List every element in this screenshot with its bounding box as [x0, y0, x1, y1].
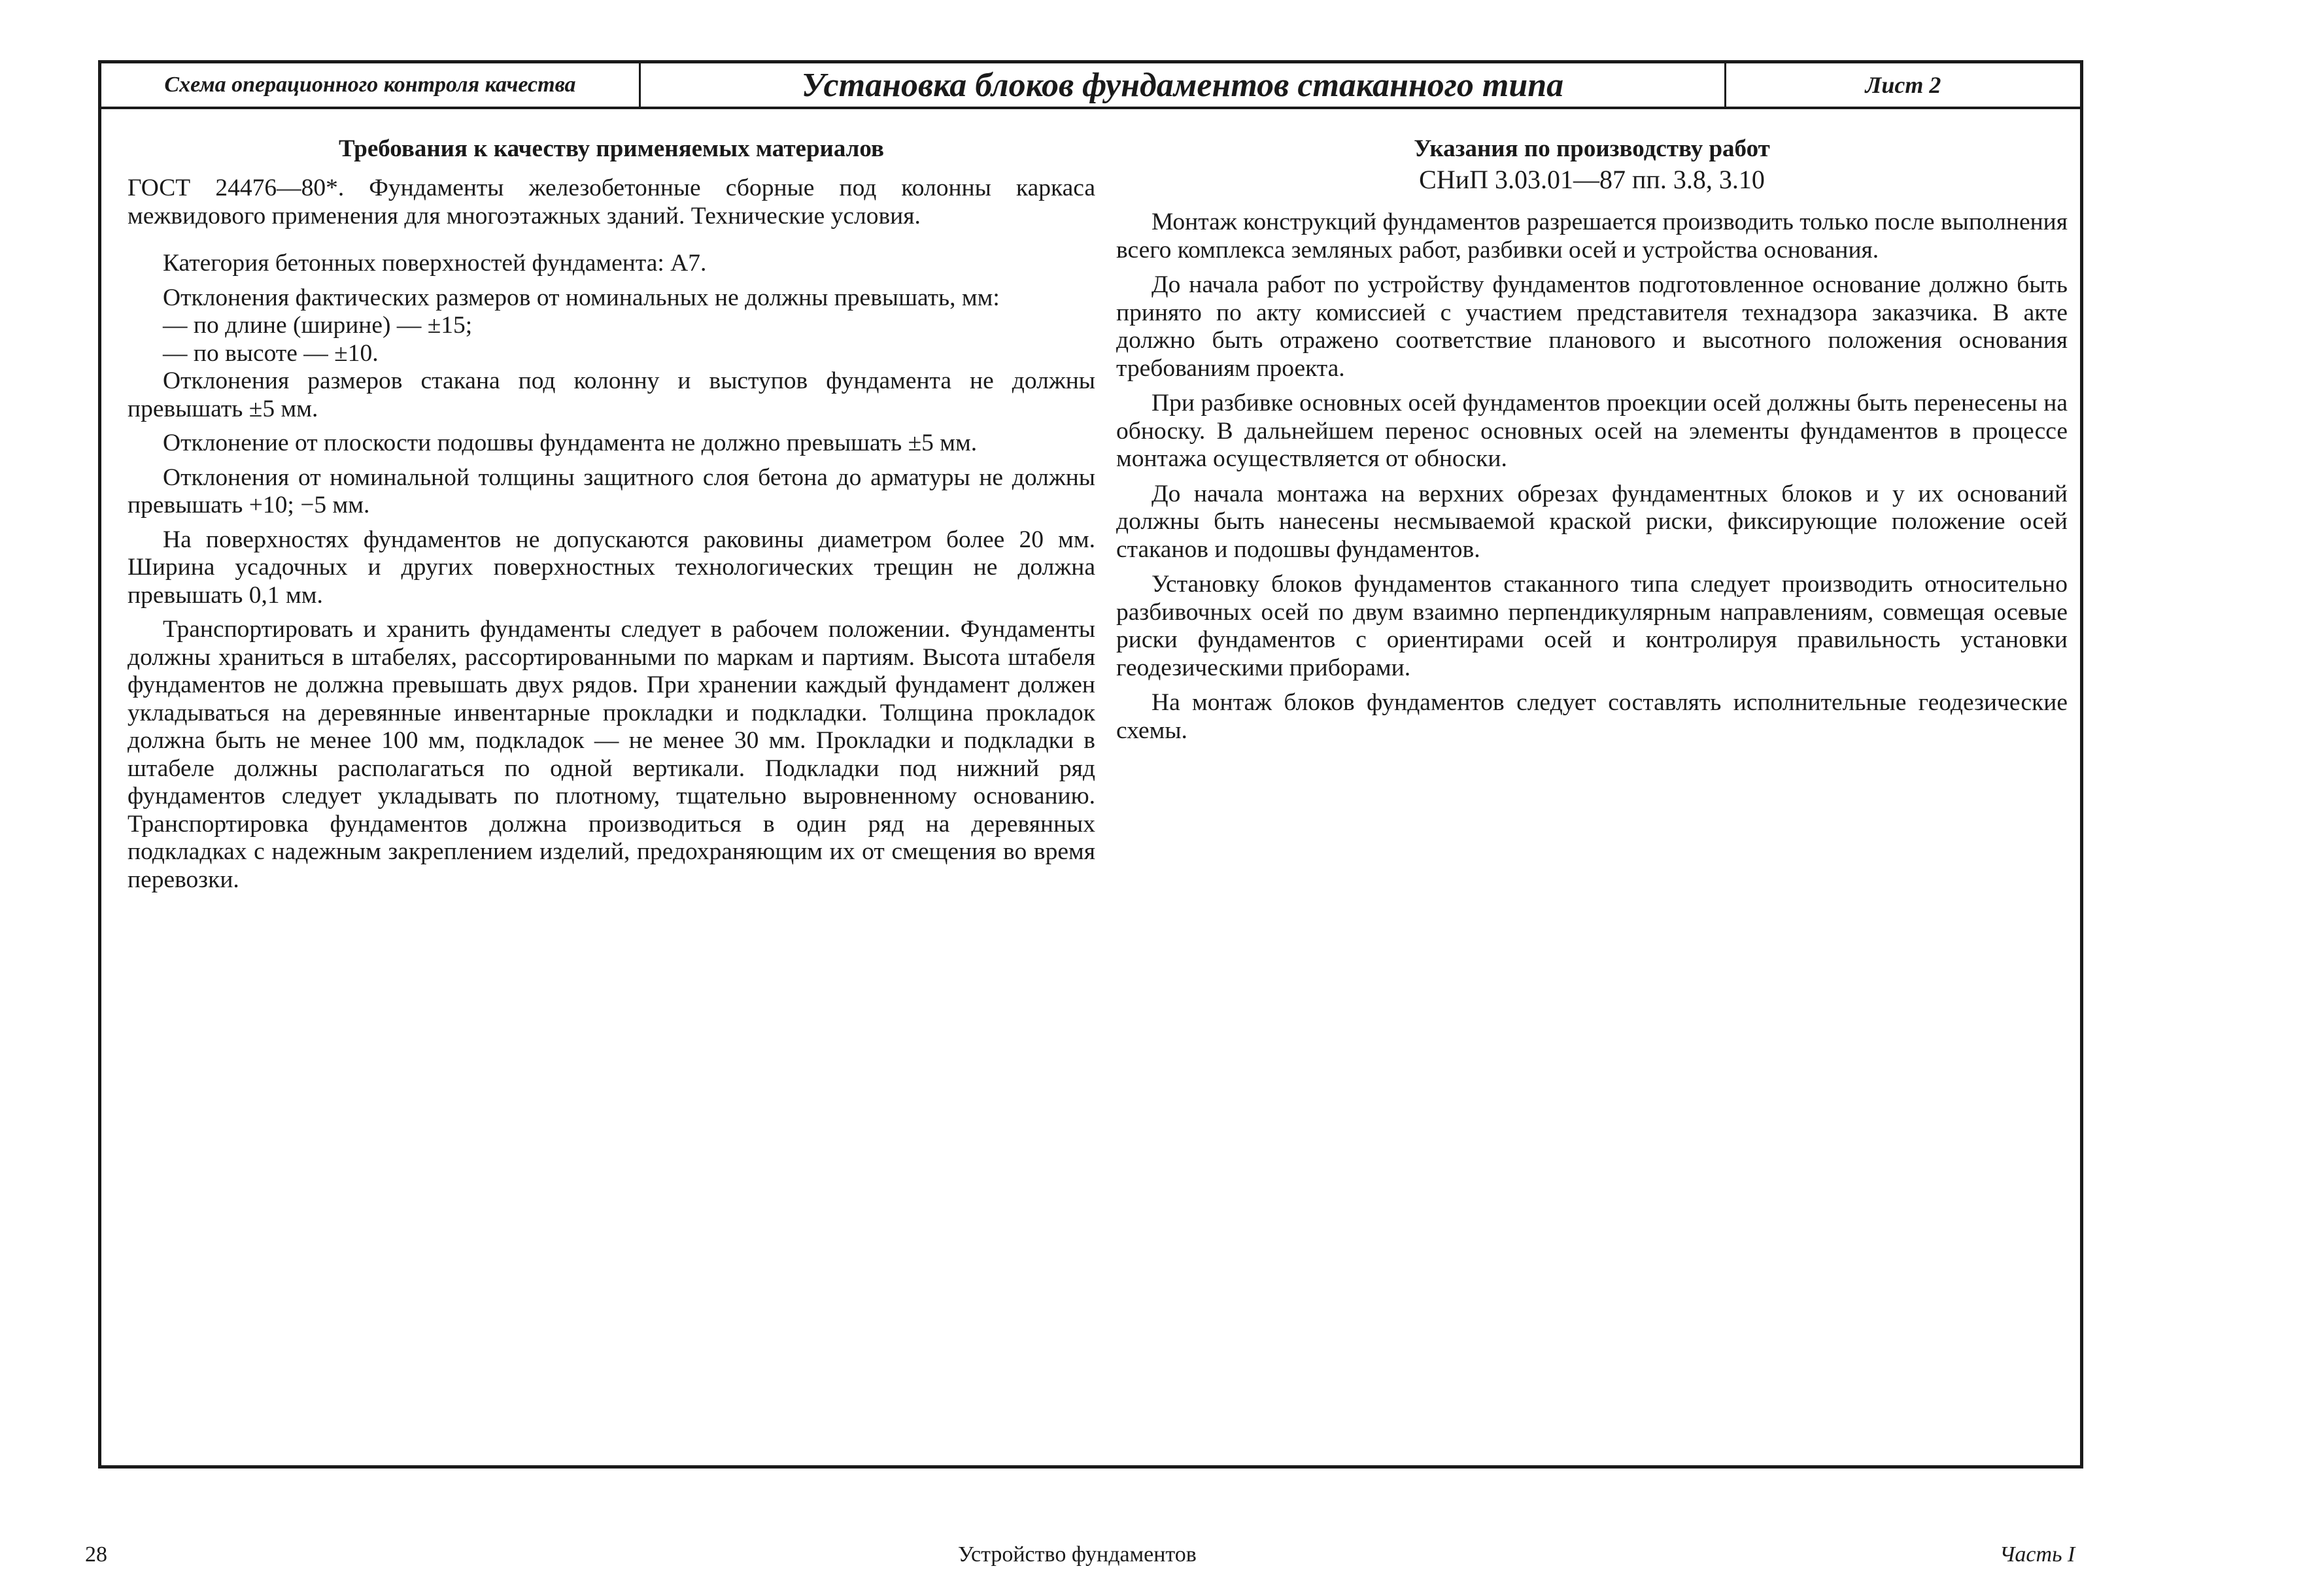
gost-paragraph: ГОСТ 24476—80*. Фундаменты железобетонные сборные под колонны каркаса межвидового применения для многоэтажных зданий. Технические условия. — [128, 175, 1095, 229]
glass-paragraph: Отклонения размеров стакана под колонну и выступов фундамента не должны превышать ±5 мм. — [128, 367, 1095, 422]
cover-paragraph: Отклонения от номинальной толщины защитного слоя бетона до арматуры не должны превышать +10; −5 мм. — [128, 464, 1095, 518]
footer-section: Устройство фундаментов — [958, 1542, 1197, 1567]
works-heading: Указания по производству работ — [1414, 135, 1770, 162]
document-frame — [98, 60, 2083, 1469]
works-paragraph-5: Установку блоков фундаментов стаканного типа следует производить относительно разбивочных осей по двум взаимно перпендикулярным направлениям, совмещая осевые риски фундаментов с ориентирами осей и контролируя правильность установки геодезическими приборами. — [1116, 571, 2068, 681]
footer-part: Часть I — [2000, 1542, 2075, 1567]
snip-reference: СНиП 3.03.01—87 пп. 3.8, 3.10 — [1419, 165, 1765, 194]
scheme-label: Схема операционного контроля качества — [101, 63, 641, 107]
right-column — [1116, 135, 2068, 752]
works-paragraph-1: Монтаж конструкций фундаментов разрешается производить только после выполнения всего комплекса земляных работ, разбивки осей и устройства основания. — [1116, 209, 2068, 263]
deviation-paragraph: Отклонения фактических размеров от номинальных не должны превышать, мм: — [163, 284, 1000, 311]
left-column — [128, 135, 1095, 900]
page-number: 28 — [85, 1542, 107, 1567]
works-paragraph-4: До начала монтажа на верхних обрезах фундаментных блоков и у их оснований должны быть нанесены несмываемой краской риски, фиксирующие положение осей стаканов и подошвы фундаментов. — [1116, 480, 2068, 563]
title-block — [101, 63, 2080, 109]
surface-paragraph: На поверхностях фундаментов не допускаются раковины диаметром более 20 мм. Ширина усадочных и других поверхностных технологических трещин не должна превышать 0,1 мм. — [128, 526, 1095, 609]
works-paragraph-6: На монтаж блоков фундаментов следует составлять исполнительные геодезические схемы. — [1116, 689, 2068, 744]
works-paragraph-3: При разбивке основных осей фундаментов проекции осей должны быть перенесены на обноску. В дальнейшем перенос основных осей на элементы фундаментов в процессе монтажа осуществляется от обноски. — [1116, 390, 2068, 472]
materials-heading: Требования к качеству применяемых материалов — [339, 135, 884, 162]
transport-paragraph: Транспортировать и хранить фундаменты следует в рабочем положении. Фундаменты должны храниться в штабелях, рассортированными по маркам и партиям. Высота штабеля фундаментов не должна превышать двух рядов. При хранении каждый фундамент должен укладываться на деревянные инвентарные прокладки и подкладки. Толщина прокладок должна быть не менее 100 мм, подкладок — не менее 30 мм. Прокладки и подкладки в штабеле должны располагаться по одной вертикали. Подкладки под нижний ряд фундаментов следует укладывать по плотному, тщательно выровненному основанию. Транспортировка фундаментов должна производиться в один ряд на деревянных подкладках с надежным закреплением изделий, предохраняющим их от смещения во время перевозки. — [128, 616, 1095, 893]
plane-paragraph: Отклонение от плоскости подошвы фундамента не должно превышать ±5 мм. — [163, 430, 978, 456]
height-tolerance: — по высоте — ±10. — [163, 339, 379, 367]
sheet-label: Лист 2 — [1865, 72, 1941, 98]
works-paragraph-2: До начала работ по устройству фундаментов подготовленное основание должно быть принято по акту комиссией с участием представителя технадзора заказчика. В акте должно быть отражено соответствие планового и высотного положения основания требованиям проекта. — [1116, 271, 2068, 382]
category-paragraph: Категория бетонных поверхностей фундамента: А7. — [163, 250, 707, 277]
length-tolerance: — по длине (ширине) — ±15; — [163, 312, 473, 339]
document-title: Установка блоков фундаментов стаканного типа — [641, 63, 1726, 107]
